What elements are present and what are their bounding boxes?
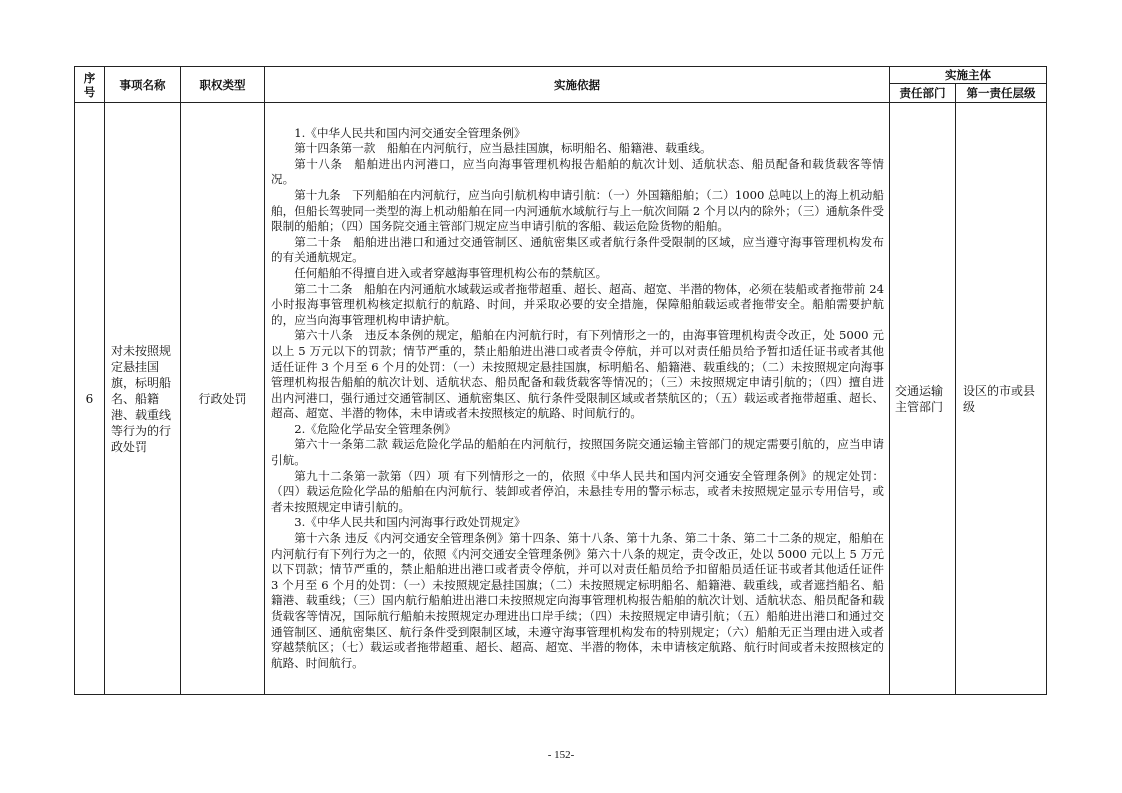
header-basis: 实施依据	[265, 67, 890, 103]
cell-item-name: 对未按照规定悬挂国旗，标明船名、船籍港、载重线等行为的行政处罚	[105, 103, 181, 695]
basis-paragraph: 第六十八条 违反本条例的规定，船舶在内河航行时，有下列情形之一的，由海事管理机构责令改正，处 5000 元以上 5 万元以下的罚款；情节严重的，禁止船舶进出港口或者责令停航，并可以对责任船员给予暂扣适任证书或者其他适任证件 3 个月至 6 个月的处罚：（一）未按照规定悬挂国旗，标明船名、船籍港、载重线的；（二）未按照规定向海事管理机构报告船舶的航次计划、适航状态、船员配备和载货载客等情况的；（三）未按照规定申请引航的；（四）擅自进出内河港口，强行通过交通管制区、通航密集区、航行条件受限制区域或者禁航区的；（五）载运或者拖带超重、超长、超高、超宽、半潜的物体，未申请或者未按照核定的航路、时间航行的。	[271, 328, 884, 421]
cell-dept: 交通运输主管部门	[890, 103, 956, 695]
basis-paragraph: 第十八条 船舶进出内河港口，应当向海事管理机构报告船舶的航次计划、适航状态、船员配备和载货载客等情况。	[271, 156, 884, 187]
basis-paragraph: 2.《危险化学品安全管理条例》	[294, 421, 456, 436]
basis-paragraph: 任何船舶不得擅自进入或者穿越海事管理机构公布的禁航区。	[294, 265, 608, 280]
basis-paragraph: 第六十一条第二款 载运危险化学品的船舶在内河航行，按照国务院交通运输主管部门的规定需要引航的，应当申请引航。	[271, 437, 884, 468]
header-power-type: 职权类型	[181, 67, 265, 103]
header-subject: 实施主体	[890, 67, 1047, 84]
header-dept: 责任部门	[890, 84, 956, 103]
cell-level: 设区的市或县级	[956, 103, 1047, 695]
cell-power-type: 行政处罚	[181, 103, 265, 695]
header-item-name: 事项名称	[105, 67, 181, 103]
cell-seq: 6	[75, 103, 105, 695]
power-list-table	[74, 66, 1047, 695]
cell-basis	[265, 103, 890, 695]
page-number: - 152-	[547, 749, 575, 761]
header-seq: 序号	[75, 67, 105, 103]
header-row	[75, 67, 1047, 84]
header-level: 第一责任层级	[956, 84, 1047, 103]
basis-paragraph: 1.《中华人民共和国内河交通安全管理条例》	[294, 125, 526, 140]
basis-paragraph: 3.《中华人民共和国内河海事行政处罚规定》	[294, 515, 526, 530]
table-row	[75, 103, 1047, 695]
basis-paragraph: 第二十条 船舶进出港口和通过交通管制区、通航密集区或者航行条件受限制的区域，应当遵守海事管理机构发布的有关通航规定。	[271, 234, 884, 265]
basis-paragraph: 第十四条第一款 船舶在内河航行，应当悬挂国旗，标明船名、船籍港、载重线。	[294, 141, 712, 156]
basis-paragraph: 第十九条 下列船舶在内河航行，应当向引航机构申请引航：（一）外国籍船舶；（二）1000 总吨以上的海上机动船舶，但船长驾驶同一类型的海上机动船舶在同一内河通航水域航行与上一航次间隔 2 个月以内的除外；（三）通航条件受限制的船舶；（四）国务院交通主管部门规定应当申请引航的客船、载运危险货物的船舶。	[271, 187, 884, 234]
basis-paragraph: 第九十二条第一款第（四）项 有下列情形之一的，依照《中华人民共和国内河交通安全管理条例》的规定处罚：（四）载运危险化学品的船舶在内河航行、装卸或者停泊，未悬挂专用的警示标志，或者未按照规定显示专用信号，或者未按照规定申请引航的。	[271, 468, 884, 514]
basis-paragraph: 第十六条 违反《内河交通安全管理条例》第十四条、第十八条、第十九条、第二十条、第二十二条的规定，船舶在内河航行有下列行为之一的，依照《内河交通安全管理条例》第六十八条的规定，责令改正，处以 5000 元以上 5 万元以下罚款；情节严重的，禁止船舶进出港口或者责令停航，并可以对责任船员给予扣留船员适任证书或者其他适任证件 3 个月至 6 个月的处罚：（一）未按照规定悬挂国旗；（二）未按照规定标明船名、船籍港、载重线，或者遮挡船名、船籍港、载重线；（三）国内航行船舶进出港口未按照规定向海事管理机构报告船舶的航次计划、适航状态、船员配备和载货载客等情况，国际航行船舶未按照规定办理进出口岸手续；（四）未按照规定申请引航；（五）船舶进出港口和通过交通管制区、通航密集区、航行条件受到限制区域，未遵守海事管理机构发布的特别规定；（六）船舶无正当理由进入或者穿越禁航区；（七）载运或者拖带超重、超长、超高、超宽、半潜的物体，未申请核定航路、航行时间或者未按照核定的航路、时间航行。	[271, 531, 884, 670]
basis-paragraph: 第二十二条 船舶在内河通航水域载运或者拖带超重、超长、超高、超宽、半潜的物体，必须在装船或者拖带前 24 小时报海事管理机构核定拟航行的航路、时间，并采取必要的安全措施，保障船舶载运或者拖带安全。船舶需要护航的，应当向海事管理机构申请护航。	[271, 281, 884, 327]
